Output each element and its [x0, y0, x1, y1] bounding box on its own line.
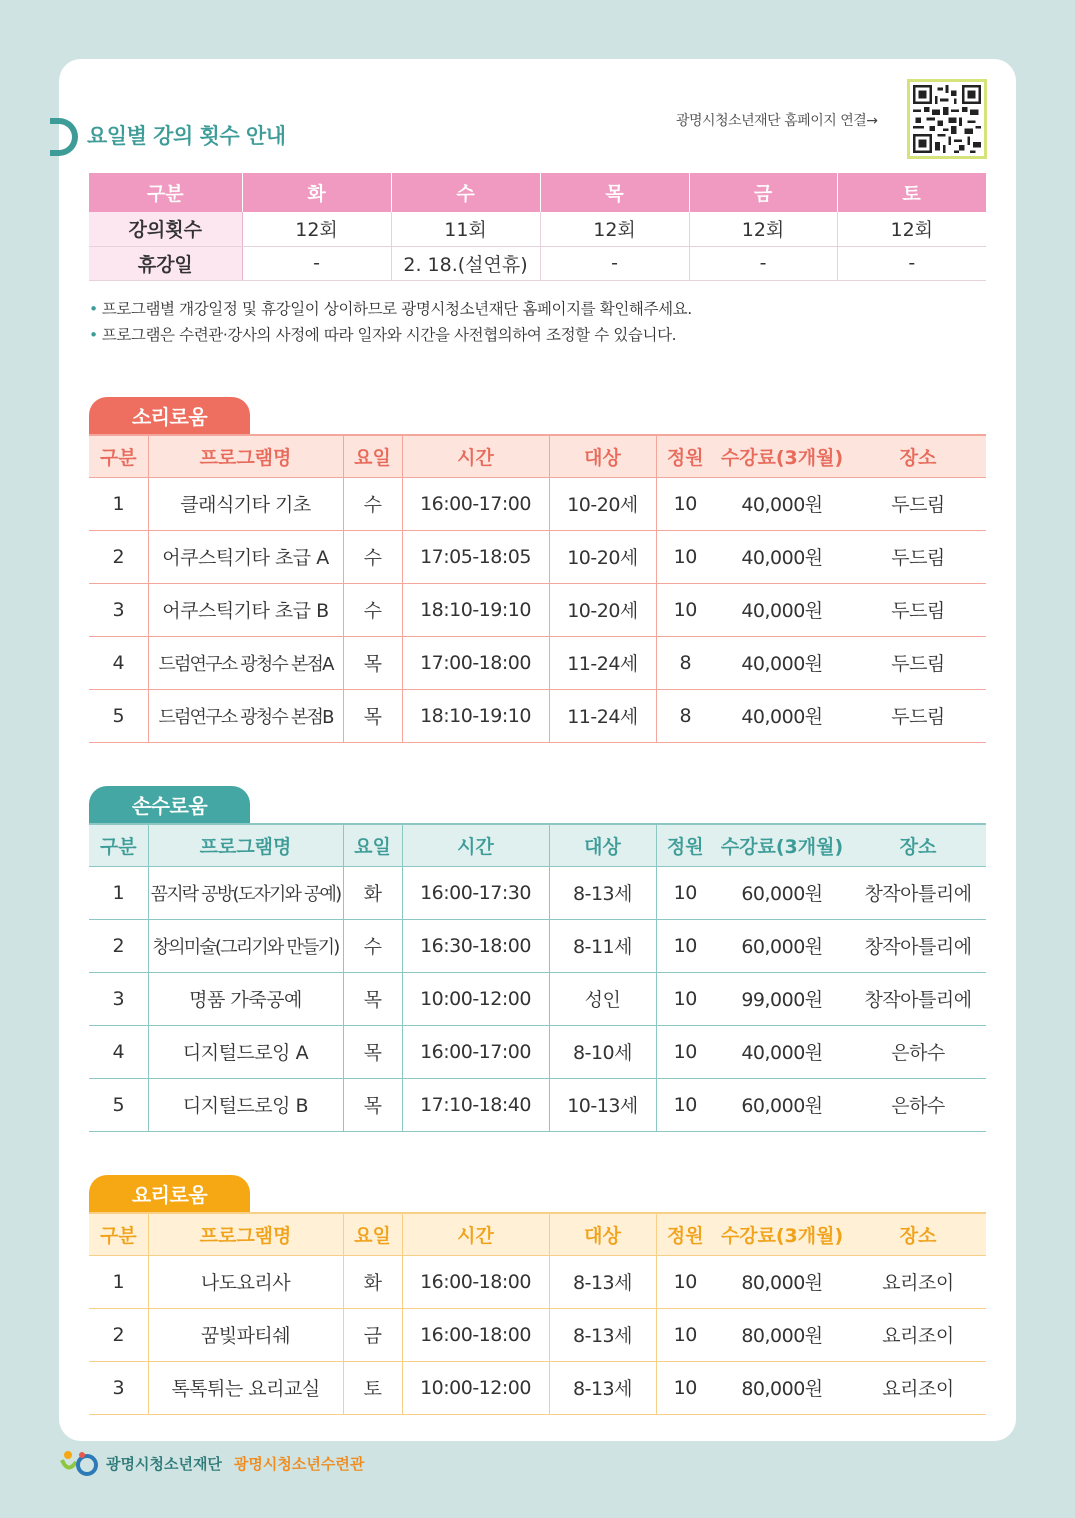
header-cell: 구분	[89, 1213, 148, 1255]
header-cell: 시간	[402, 824, 549, 866]
header-cell: 대상	[549, 1213, 656, 1255]
table-row	[89, 636, 986, 689]
weekday-lecture-table	[89, 173, 987, 281]
header-cell: 정원	[656, 435, 714, 477]
table-cell: 16:30-18:00	[402, 919, 549, 972]
bullet-icon: •	[89, 300, 98, 318]
table-cell: 10-20세	[549, 530, 656, 583]
section-tab: 소리로움	[89, 397, 250, 434]
table-cell: 명품 가죽공예	[148, 972, 343, 1025]
table-cell: 12회	[242, 212, 391, 246]
header-cell: 정원	[656, 824, 714, 866]
table-cell: 목	[343, 689, 402, 742]
header-cell: 토	[837, 173, 986, 212]
program-table	[89, 434, 986, 743]
section-tab: 요리로움	[89, 1175, 250, 1212]
table-cell: 8-13세	[549, 866, 656, 919]
table-cell: 16:00-17:30	[402, 866, 549, 919]
table-cell: 10-20세	[549, 583, 656, 636]
header-cell: 요일	[343, 1213, 402, 1255]
note-item	[89, 296, 692, 322]
note-item	[89, 322, 692, 348]
table-cell: 10:00-12:00	[402, 1361, 549, 1414]
table-cell: 12회	[689, 212, 837, 246]
table-cell: 10	[656, 477, 714, 530]
table-cell: 어쿠스틱기타 초급 A	[148, 530, 343, 583]
bullet-icon: •	[89, 326, 98, 344]
table-row	[89, 866, 986, 919]
header-cell: 프로그램명	[148, 1213, 343, 1255]
table-cell: 수	[343, 583, 402, 636]
header-cell: 구분	[89, 824, 148, 866]
table-row	[89, 1361, 986, 1414]
table-cell: 18:10-19:10	[402, 583, 549, 636]
table-row	[89, 689, 986, 742]
table-cell: 목	[343, 1025, 402, 1078]
table-row	[89, 1255, 986, 1308]
table-cell: 80,000원	[714, 1308, 850, 1361]
table-cell: 화	[343, 866, 402, 919]
table-cell: 60,000원	[714, 919, 850, 972]
table-cell: 은하수	[850, 1078, 986, 1131]
foundation-name: 광명시청소년재단	[106, 1454, 222, 1473]
program-table	[89, 1212, 986, 1415]
foundation-logo-icon	[60, 1450, 100, 1476]
table-row	[89, 1308, 986, 1361]
table-cell: 17:05-18:05	[402, 530, 549, 583]
table-cell: 창의미술(그리기와 만들기)	[148, 919, 343, 972]
qr-code-icon[interactable]	[907, 79, 987, 159]
table-cell: 8-13세	[549, 1308, 656, 1361]
header-cell: 수강료(3개월)	[714, 824, 850, 866]
table-cell: 99,000원	[714, 972, 850, 1025]
table-cell: 10	[656, 530, 714, 583]
table-cell: 12회	[540, 212, 689, 246]
table-cell: 드럼연구소 광청수 본점B	[148, 689, 343, 742]
table-cell: 수	[343, 919, 402, 972]
header-cell: 수	[391, 173, 540, 212]
note-text: 프로그램별 개강일정 및 휴강일이 상이하므로 광명시청소년재단 홈페이지를 확인해주세요.	[101, 300, 692, 318]
table-cell: 40,000원	[714, 583, 850, 636]
table-cell: 11-24세	[549, 689, 656, 742]
table-cell: 수	[343, 477, 402, 530]
table-cell: 두드림	[850, 636, 986, 689]
table-cell: 11-24세	[549, 636, 656, 689]
table-cell: 10	[656, 1308, 714, 1361]
table-cell: 10	[656, 866, 714, 919]
table-cell: 토	[343, 1361, 402, 1414]
header-cell: 정원	[656, 1213, 714, 1255]
table-cell: 목	[343, 1078, 402, 1131]
header-cell: 요일	[343, 435, 402, 477]
table-cell: 3	[89, 972, 148, 1025]
table-cell: 클래식기타 기초	[148, 477, 343, 530]
footer	[60, 1450, 364, 1476]
table-cell: 두드림	[850, 689, 986, 742]
homepage-link[interactable]: 광명시청소년재단 홈페이지 연결→	[676, 113, 878, 129]
table-cell: 10	[656, 972, 714, 1025]
table-cell: 17:00-18:00	[402, 636, 549, 689]
table-cell: 두드림	[850, 530, 986, 583]
table-row	[89, 972, 986, 1025]
table-cell: 3	[89, 1361, 148, 1414]
table-cell: 두드림	[850, 477, 986, 530]
table-cell: 17:10-18:40	[402, 1078, 549, 1131]
table-row	[89, 477, 986, 530]
table-cell: 10:00-12:00	[402, 972, 549, 1025]
table-cell: -	[837, 246, 986, 280]
table-cell: 40,000원	[714, 530, 850, 583]
table-row	[89, 583, 986, 636]
table-cell: 8-13세	[549, 1361, 656, 1414]
table-cell: 16:00-17:00	[402, 477, 549, 530]
header-cell: 시간	[402, 1213, 549, 1255]
table-cell: 40,000원	[714, 689, 850, 742]
header-cell: 프로그램명	[148, 824, 343, 866]
table-cell: 3	[89, 583, 148, 636]
table-cell: 8-13세	[549, 1255, 656, 1308]
table-cell: 18:10-19:10	[402, 689, 549, 742]
table-header-row	[89, 435, 986, 477]
table-row	[89, 1025, 986, 1078]
table-cell: -	[242, 246, 391, 280]
table-cell: 1	[89, 866, 148, 919]
table-cell: -	[540, 246, 689, 280]
header-cell: 구분	[89, 173, 242, 212]
table-cell: 8	[656, 689, 714, 742]
table-row	[89, 246, 986, 280]
table-row	[89, 212, 986, 246]
table-cell: 금	[343, 1308, 402, 1361]
table-cell: 60,000원	[714, 866, 850, 919]
table-cell: 11회	[391, 212, 540, 246]
table-cell: 창작아틀리에	[850, 972, 986, 1025]
table-cell: 은하수	[850, 1025, 986, 1078]
table-cell: 5	[89, 1078, 148, 1131]
table-cell: 나도요리사	[148, 1255, 343, 1308]
table-cell: 16:00-18:00	[402, 1255, 549, 1308]
header-cell: 금	[689, 173, 837, 212]
header-cell: 대상	[549, 435, 656, 477]
section-tab: 손수로움	[89, 786, 250, 823]
table-cell: 2	[89, 530, 148, 583]
header-cell: 시간	[402, 435, 549, 477]
header-cell: 구분	[89, 435, 148, 477]
header-cell: 화	[242, 173, 391, 212]
table-cell: 1	[89, 477, 148, 530]
program-table	[89, 823, 986, 1132]
table-cell: -	[689, 246, 837, 280]
table-cell: 목	[343, 972, 402, 1025]
header-cell: 프로그램명	[148, 435, 343, 477]
table-cell: 2. 18.(설연휴)	[391, 246, 540, 280]
table-cell: 80,000원	[714, 1255, 850, 1308]
table-cell: 꿈빛파티쉐	[148, 1308, 343, 1361]
table-cell: 10	[656, 919, 714, 972]
header-cell: 목	[540, 173, 689, 212]
table-cell: 10-20세	[549, 477, 656, 530]
note-text: 프로그램은 수련관·강사의 사정에 따라 일자와 시간을 사전협의하여 조정할 수 있습니다.	[101, 326, 677, 344]
table-cell: 수	[343, 530, 402, 583]
table-cell: 창작아틀리에	[850, 919, 986, 972]
header-cell: 요일	[343, 824, 402, 866]
table-cell: 60,000원	[714, 1078, 850, 1131]
table-cell: 16:00-18:00	[402, 1308, 549, 1361]
header-cell: 수강료(3개월)	[714, 1213, 850, 1255]
table-cell: 5	[89, 689, 148, 742]
table-cell: 성인	[549, 972, 656, 1025]
table-cell: 8-11세	[549, 919, 656, 972]
table-cell: 1	[89, 1255, 148, 1308]
table-cell: 12회	[837, 212, 986, 246]
table-cell: 10-13세	[549, 1078, 656, 1131]
table-header-row	[89, 173, 986, 212]
table-cell: 10	[656, 1078, 714, 1131]
header-cell: 장소	[850, 435, 986, 477]
table-cell: 목	[343, 636, 402, 689]
table-cell: 10	[656, 583, 714, 636]
table-cell: 4	[89, 636, 148, 689]
header-cell: 대상	[549, 824, 656, 866]
table-row	[89, 530, 986, 583]
table-cell: 화	[343, 1255, 402, 1308]
row-header: 강의횟수	[89, 212, 242, 246]
header-cell: 장소	[850, 1213, 986, 1255]
table-cell: 2	[89, 919, 148, 972]
table-cell: 40,000원	[714, 1025, 850, 1078]
table-cell: 두드림	[850, 583, 986, 636]
table-cell: 어쿠스틱기타 초급 B	[148, 583, 343, 636]
table-cell: 40,000원	[714, 477, 850, 530]
table-cell: 꼼지락 공방(도자기와 공예)	[148, 866, 343, 919]
table-cell: 8-10세	[549, 1025, 656, 1078]
table-cell: 10	[656, 1361, 714, 1414]
notes	[89, 296, 692, 348]
table-cell: 8	[656, 636, 714, 689]
table-cell: 톡톡튀는 요리교실	[148, 1361, 343, 1414]
table-cell: 16:00-17:00	[402, 1025, 549, 1078]
table-row	[89, 1078, 986, 1131]
table-header-row	[89, 1213, 986, 1255]
table-cell: 디지털드로잉 B	[148, 1078, 343, 1131]
table-header-row	[89, 824, 986, 866]
table-cell: 40,000원	[714, 636, 850, 689]
header-cell: 수강료(3개월)	[714, 435, 850, 477]
table-cell: 10	[656, 1025, 714, 1078]
table-cell: 드럼연구소 광청수 본점A	[148, 636, 343, 689]
table-cell: 요리조이	[850, 1308, 986, 1361]
table-cell: 80,000원	[714, 1361, 850, 1414]
table-cell: 디지털드로잉 A	[148, 1025, 343, 1078]
table-cell: 요리조이	[850, 1361, 986, 1414]
page-title: 요일별 강의 횟수 안내	[87, 124, 286, 148]
row-header: 휴강일	[89, 246, 242, 280]
table-cell: 4	[89, 1025, 148, 1078]
table-cell: 2	[89, 1308, 148, 1361]
table-cell: 요리조이	[850, 1255, 986, 1308]
table-cell: 창작아틀리에	[850, 866, 986, 919]
header-cell: 장소	[850, 824, 986, 866]
center-name: 광명시청소년수련관	[233, 1454, 365, 1473]
table-row	[89, 919, 986, 972]
table-cell: 10	[656, 1255, 714, 1308]
